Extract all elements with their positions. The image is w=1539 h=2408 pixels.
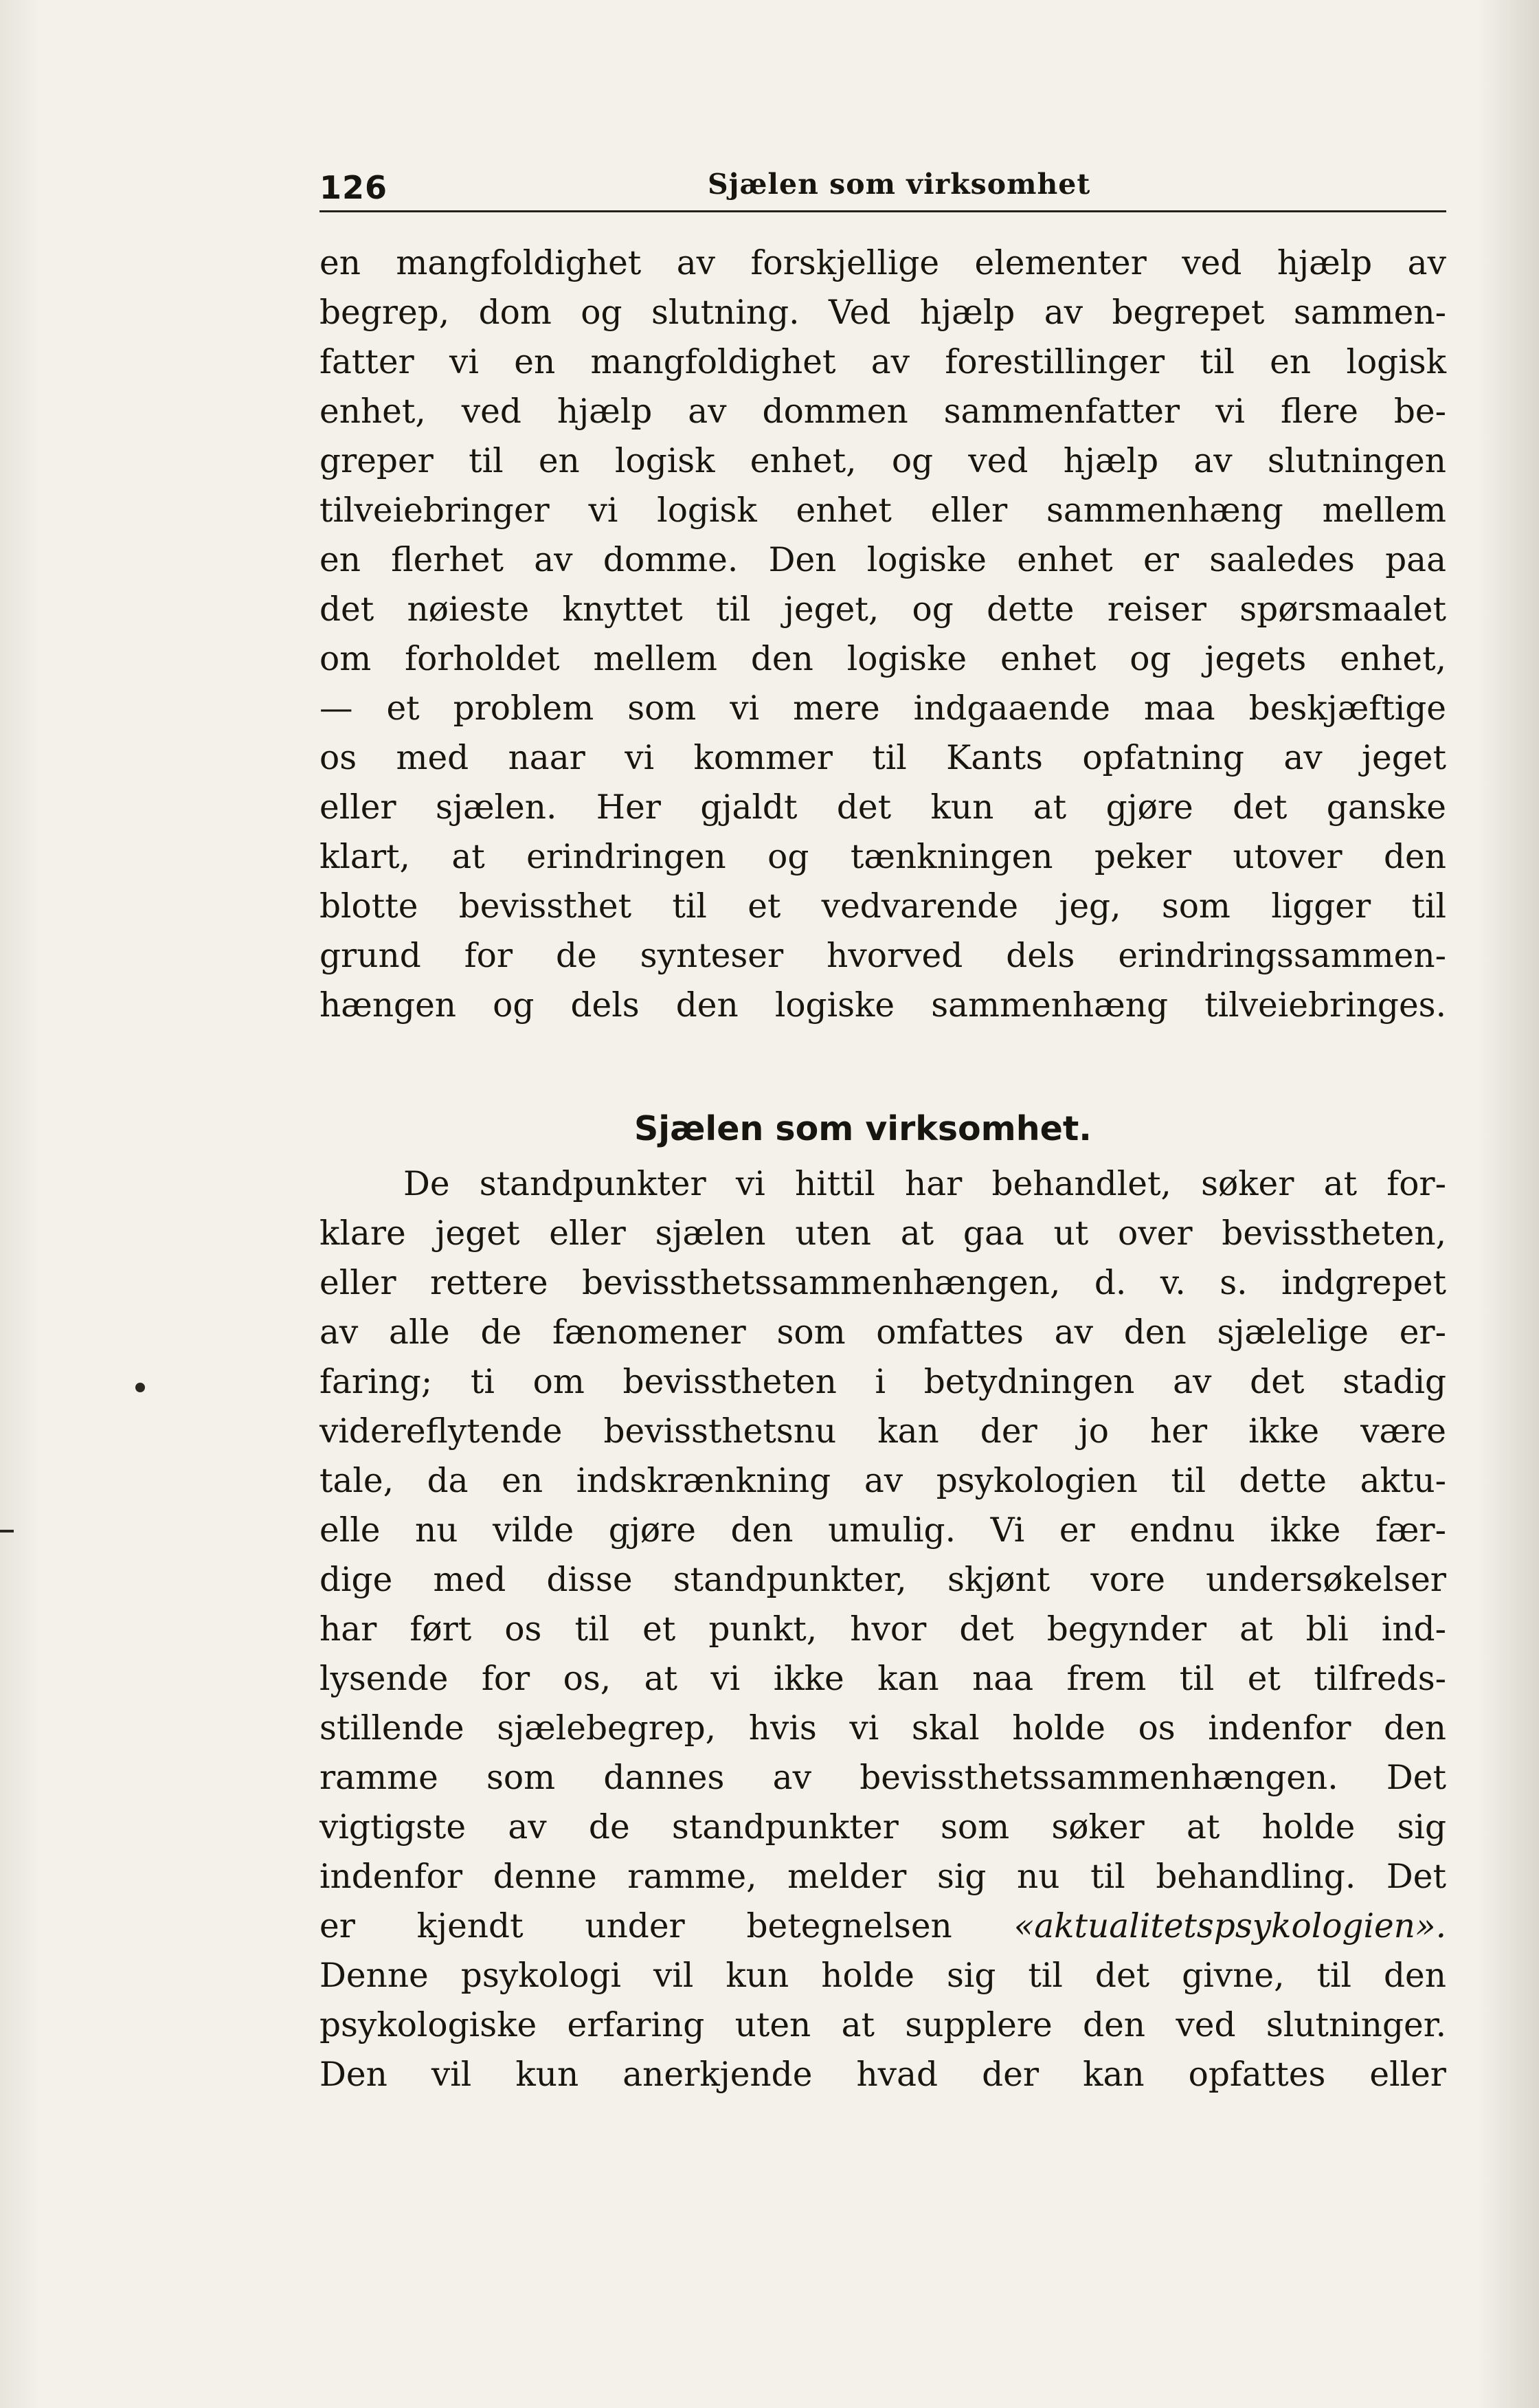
running-title: Sjælen som virksomhet	[708, 168, 1091, 201]
paragraph-2	[319, 1159, 1446, 2099]
text-line: stillende sjælebegrep, hvis vi skal holde os indenfor den	[319, 1709, 1446, 1748]
scan-edge-right	[1477, 0, 1539, 2408]
text-line: begrep, dom og slutning. Ved hjælp av begrepet sammen-	[319, 293, 1446, 332]
text-line: fatter vi en mangfoldighet av forestillinger til en logisk	[319, 343, 1446, 381]
text-line: dige med disse standpunkter, skjønt vore undersøkelser	[319, 1561, 1446, 1599]
italic-term: «aktualitetspsykologien».	[1013, 1907, 1446, 1946]
text-line: eller sjælen. Her gjaldt det kun at gjøre det ganske	[319, 788, 1446, 827]
text-line: eller rettere bevissthetssammenhængen, d. v. s. indgrepet	[319, 1264, 1446, 1302]
scan-edge-left	[0, 0, 41, 2408]
book-page	[319, 158, 1446, 2099]
text-line: tilveiebringer vi logisk enhet eller sammenhæng mellem	[319, 491, 1446, 530]
text-line: — et problem som vi mere indgaaende maa beskjæftige	[319, 689, 1446, 728]
text-line: det nøieste knyttet til jeget, og dette reiser spørsmaalet	[319, 590, 1446, 629]
text-line: De standpunkter vi hittil har behandlet, søker at for-	[403, 1165, 1446, 1203]
text-line: elle nu vilde gjøre den umulig. Vi er endnu ikke fær-	[319, 1511, 1446, 1550]
text-line: enhet, ved hjælp av dommen sammenfatter vi flere be-	[319, 392, 1446, 431]
paragraph-1	[319, 238, 1446, 1030]
text-line: greper til en logisk enhet, og ved hjælp av slutningen	[319, 442, 1446, 480]
text-line-with-term	[319, 1902, 1446, 1951]
text-line: klare jeget eller sjælen uten at gaa ut over bevisstheten,	[319, 1214, 1446, 1253]
text-line: ramme som dannes av bevissthetssammenhængen. Det	[319, 1759, 1446, 1797]
running-head	[319, 158, 1446, 212]
text-line: Den vil kun anerkjende hvad der kan opfattes eller	[319, 2055, 1446, 2094]
text-line: av alle de fænomener som omfattes av den sjælelige er-	[319, 1313, 1446, 1352]
text-line: indenfor denne ramme, melder sig nu til behandling. Det	[319, 1858, 1446, 1896]
text-segment: er kjendt under betegnelsen	[319, 1907, 952, 1946]
text-line: videreflytende bevissthetsnu kan der jo her ikke være	[319, 1412, 1446, 1451]
text-line: tale, da en indskrænkning av psykologien til dette aktu-	[319, 1462, 1446, 1500]
text-line: vigtigste av de standpunkter som søker at holde sig	[319, 1808, 1446, 1847]
text-line: faring; ti om bevisstheten i betydningen av det stadig	[319, 1363, 1446, 1401]
text-line: en mangfoldighet av forskjellige elementer ved hjælp av	[319, 244, 1446, 282]
text-line: en flerhet av domme. Den logiske enhet er saaledes paa	[319, 541, 1446, 579]
section-heading: Sjælen som virksomhet.	[634, 1109, 1092, 1148]
text-line: klart, at erindringen og tænkningen peker utover den	[319, 838, 1446, 876]
text-line: grund for de synteser hvorved dels erindringssammen-	[319, 937, 1446, 975]
text-line: lysende for os, at vi ikke kan naa frem til et tilfreds-	[319, 1660, 1446, 1698]
margin-ink-dash	[0, 1530, 14, 1532]
text-line: hængen og dels den logiske sammenhæng tilveiebringes.	[319, 986, 1446, 1025]
text-line: blotte bevissthet til et vedvarende jeg, som ligger til	[319, 887, 1446, 926]
text-line: har ført os til et punkt, hvor det begynder at bli ind-	[319, 1610, 1446, 1649]
page-number: 126	[319, 169, 388, 206]
margin-ink-dot	[135, 1383, 145, 1392]
text-line: os med naar vi kommer til Kants opfatning av jeget	[319, 739, 1446, 777]
text-line: Denne psykologi vil kun holde sig til det givne, til den	[319, 1957, 1446, 1995]
text-line: om forholdet mellem den logiske enhet og jegets enhet,	[319, 640, 1446, 678]
text-line: psykologiske erfaring uten at supplere den ved slutninger.	[319, 2006, 1446, 2044]
